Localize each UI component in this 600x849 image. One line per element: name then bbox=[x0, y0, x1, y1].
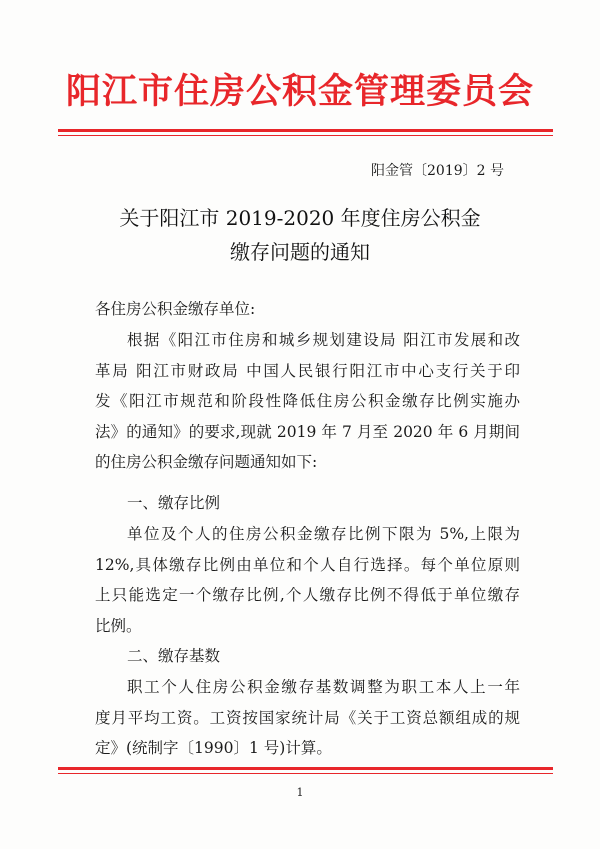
paragraph-line: 度月平均工资。工资按国家统计局《关于工资总额组成的规 bbox=[95, 708, 520, 727]
paragraph-line: 定》(统制字〔1990〕1 号)计算。 bbox=[95, 739, 332, 757]
salutation: 各住房公积金缴存单位: bbox=[95, 300, 256, 318]
footer-red-rule-thick bbox=[58, 767, 553, 770]
paragraph-contribution-ratio bbox=[95, 519, 520, 641]
document-title-line-2: 缴存问题的通知 bbox=[230, 240, 370, 264]
header-red-rule-thin bbox=[58, 135, 553, 136]
paragraph-line: 上只能选定一个缴存比例,个人缴存比例不得低于单位缴存 bbox=[95, 586, 520, 604]
document-number: 阳金管〔2019〕2 号 bbox=[371, 163, 504, 179]
paragraph-line: 发《阳江市规范和阶段性降低住房公积金缴存比例实施办 bbox=[95, 392, 520, 410]
paragraph-intro bbox=[95, 325, 520, 478]
paragraph-contribution-base bbox=[95, 672, 520, 764]
issuing-organization-header: 阳江市住房公积金管理委员会 bbox=[65, 72, 534, 112]
section-heading-contribution-base: 二、缴存基数 bbox=[127, 647, 221, 665]
paragraph-line: 比例。 bbox=[95, 616, 142, 635]
footer-red-rule-thin bbox=[58, 773, 553, 774]
paragraph-line: 职工个人住房公积金缴存基数调整为职工本人上一年 bbox=[127, 678, 520, 696]
paragraph-line: 的住房公积金缴存问题通知如下: bbox=[95, 453, 318, 471]
section-heading-contribution-ratio: 一、缴存比例 bbox=[127, 494, 221, 512]
document-title-line-1: 关于阳江市 2019-2020 年度住房公积金 bbox=[119, 206, 481, 230]
page-number: 1 bbox=[296, 786, 304, 799]
paragraph-line: 根据《阳江市住房和城乡规划建设局 阳江市发展和改 bbox=[127, 331, 520, 349]
paragraph-line: 12%,具体缴存比例由单位和个人自行选择。每个单位原则 bbox=[95, 555, 520, 574]
paragraph-line: 法》的通知》的要求,现就 2019 年 7 月至 2020 年 6 月期间 bbox=[95, 422, 520, 441]
paragraph-line: 单位及个人的住房公积金缴存比例下限为 5%,上限为 bbox=[127, 525, 520, 543]
paragraph-line: 革局 阳江市财政局 中国人民银行阳江市中心支行关于印 bbox=[95, 361, 520, 380]
header-red-rule-thick bbox=[58, 129, 553, 132]
